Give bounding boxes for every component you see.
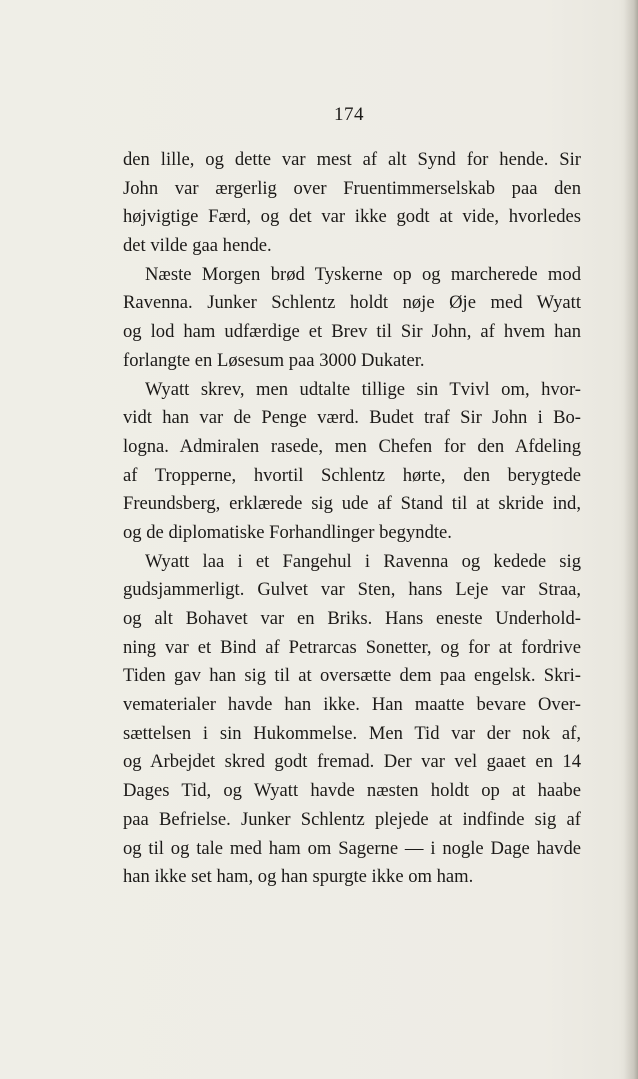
- text-line: det vilde gaa hende.: [123, 235, 272, 257]
- text-line: af Tropperne, hvortil Schlentz hørte, den berygtede: [123, 464, 581, 486]
- text-line: og til og tale med ham om Sagerne — i nogle Dage havde: [123, 837, 581, 859]
- text-line: og alt Bohavet var en Briks. Hans eneste Underhold-: [123, 608, 581, 629]
- text-line: Tiden gav han sig til at oversætte dem paa engelsk. Skri-: [123, 665, 581, 687]
- paragraph: [123, 376, 581, 548]
- text-line: han ikke set ham, og han spurgte ikke om ham.: [123, 866, 474, 888]
- text-line: paa Befrielse. Junker Schlentz plejede at indfinde sig af: [123, 808, 581, 830]
- paragraph: [123, 548, 581, 892]
- page-number: 174: [334, 104, 364, 125]
- text-line: og Arbejdet skred godt fremad. Der var vel gaaet en 14: [123, 751, 581, 773]
- body-text: [123, 146, 581, 892]
- text-line: Dages Tid, og Wyatt havde næsten holdt op at haabe: [123, 780, 581, 802]
- text-line: vidt han var de Penge værd. Budet traf Sir John i Bo-: [123, 407, 581, 429]
- text-line: John var ærgerlig over Fruentimmerselskab paa den: [123, 177, 581, 199]
- text-line: sættelsen i sin Hukommelse. Men Tid var der nok af,: [123, 722, 581, 744]
- text-line: højvigtige Færd, og det var ikke godt at vide, hvorledes: [123, 206, 581, 228]
- text-line: og de diplomatiske Forhandlinger begyndte.: [123, 521, 452, 543]
- text-line: Wyatt skrev, men udtalte tillige sin Tvivl om, hvor-: [145, 378, 581, 400]
- text-line: Wyatt laa i et Fangehul i Ravenna og kedede sig: [145, 550, 581, 572]
- text-line: Ravenna. Junker Schlentz holdt nøje Øje med Wyatt: [123, 292, 581, 314]
- text-line: Næste Morgen brød Tyskerne op og marcherede mod: [145, 263, 581, 285]
- text-line: den lille, og dette var mest af alt Synd for hende. Sir: [123, 149, 581, 170]
- paragraph: [123, 146, 581, 261]
- text-line: ning var et Bind af Petrarcas Sonetter, og for at fordrive: [123, 636, 581, 658]
- text-line: og lod ham udfærdige et Brev til Sir John, af hvem han: [123, 321, 581, 343]
- text-line: logna. Admiralen rasede, men Chefen for den Afdeling: [123, 435, 581, 457]
- text-line: Freundsberg, erklærede sig ude af Stand til at skride ind,: [123, 493, 581, 515]
- paragraph: [123, 261, 581, 376]
- page-edge-shadow: [624, 0, 638, 1079]
- text-line: forlangte en Løsesum paa 3000 Dukater.: [123, 349, 425, 371]
- text-line: vematerialer havde han ikke. Han maatte bevare Over-: [123, 694, 581, 716]
- text-line: gudsjammerligt. Gulvet var Sten, hans Leje var Straa,: [123, 579, 581, 601]
